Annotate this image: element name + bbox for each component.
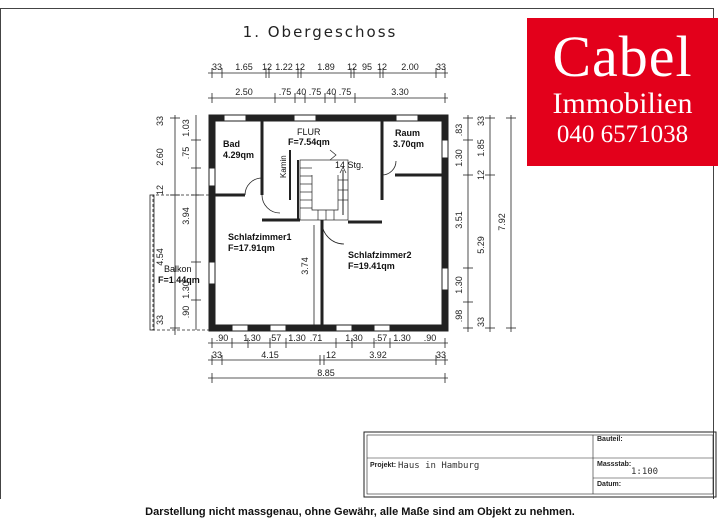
dim-bottom1-5: 1.30 <box>345 333 363 343</box>
dim-right2-1: 1.85 <box>476 139 486 157</box>
dim-right1-4: .98 <box>454 309 464 323</box>
window-bad <box>224 115 246 121</box>
dim-bottom1-1: 1.30 <box>243 333 261 343</box>
dim-bottom-total: 8.85 <box>317 368 335 378</box>
dim-top2-2: .40 <box>293 87 307 97</box>
brand-logo <box>527 18 718 166</box>
dim-bottom1-0: .90 <box>215 333 229 343</box>
dim-top1-0: 33 <box>211 62 223 72</box>
window-left-low <box>209 262 215 284</box>
dim-left-low-0: 1.30 <box>181 281 191 299</box>
dim-inner-mid: 3.74 <box>300 257 310 275</box>
room-labels <box>158 127 424 285</box>
window-raum <box>396 115 418 121</box>
window-flur <box>294 115 316 121</box>
window-bottom-4 <box>374 325 390 331</box>
dim-top1-8: 12 <box>376 62 388 72</box>
logo-name: Cabel <box>552 24 693 89</box>
dim-top1-7: 95 <box>361 62 373 72</box>
dim-right2-2: 12 <box>476 169 486 181</box>
dim-bottom1-4: .71 <box>309 333 323 343</box>
left-dimension-labels <box>155 116 191 325</box>
titleblock-datum-label: Datum: <box>597 481 622 488</box>
dim-right1-2: 3.51 <box>454 211 464 229</box>
dim-bottom2-4: 33 <box>435 350 447 360</box>
dim-right2-3: 5.29 <box>476 236 486 254</box>
dim-right1-0: .83 <box>454 123 464 137</box>
dim-left-outer-2: 12 <box>155 184 165 196</box>
dim-top1-5: 1.89 <box>317 62 335 72</box>
bottom-dimension-labels <box>212 333 446 378</box>
room-bad-name: Bad <box>223 139 241 149</box>
titleblock-massstab-label: Massstab: <box>597 461 632 468</box>
dim-top1-9: 2.00 <box>401 62 419 72</box>
dim-bottom2-1: 4.15 <box>261 350 279 360</box>
dim-bottom1-2: .57 <box>268 333 282 343</box>
right-dimension-lines <box>463 115 516 332</box>
dim-left-outer-0: 33 <box>155 115 165 127</box>
dim-bottom2-2: 12 <box>325 350 337 360</box>
titleblock-projekt-label: Projekt: <box>370 462 397 469</box>
door-schlaf1 <box>262 195 280 213</box>
disclaimer-footer: Darstellung nicht massgenau, ohne Gewähr, alle Maße sind am Objekt zu nehmen. <box>145 506 575 518</box>
window-left-mid <box>209 168 215 186</box>
door-schlaf2 <box>322 222 344 244</box>
dim-top2-6: 3.30 <box>391 87 409 97</box>
top-dimension-lines <box>208 68 448 103</box>
dim-left-low-1: .90 <box>181 305 191 319</box>
logo-subtitle: Immobilien <box>552 87 693 120</box>
room-stairs: 14 Stg. <box>335 160 364 170</box>
room-flur-name: FLUR <box>297 127 321 137</box>
dim-right1-1: 1.30 <box>454 149 464 167</box>
room-balkon-name: Balkon <box>164 264 192 274</box>
room-flur-area: F=7.54qm <box>288 137 330 147</box>
room-balkon-area: F=1.44qm <box>158 275 200 285</box>
dim-left-inner-1: .75 <box>181 146 191 160</box>
right-dimension-labels <box>454 116 507 327</box>
dim-top1-4: 12 <box>294 62 306 72</box>
dim-bottom2-3: 3.92 <box>369 350 387 360</box>
door-bad <box>245 178 262 195</box>
dim-top1-3: 1.22 <box>275 62 293 72</box>
window-bottom-3 <box>336 325 352 331</box>
dim-top1-10: 33 <box>435 62 447 72</box>
room-raum-name: Raum <box>395 128 421 138</box>
dim-bottom1-6: .57 <box>374 333 388 343</box>
dim-top1-6: 12 <box>346 62 358 72</box>
dim-right-total: 7.92 <box>497 213 507 231</box>
titleblock-massstab-value: 1:100 <box>631 467 659 477</box>
dim-top1-2: 12 <box>261 62 273 72</box>
window-right-top <box>442 140 448 158</box>
dim-top2-0: 2.50 <box>235 87 253 97</box>
dim-bottom1-7: 1.30 <box>393 333 411 343</box>
dim-bottom1-3: 1.30 <box>288 333 306 343</box>
dim-top2-1: .75 <box>278 87 292 97</box>
room-schlaf2-area: F=19.41qm <box>348 261 395 271</box>
dim-right1-3: 1.30 <box>454 276 464 294</box>
dim-top2-5: .75 <box>338 87 352 97</box>
dim-bottom2-0: 33 <box>211 350 223 360</box>
dim-right2-0: 33 <box>476 115 486 127</box>
titleblock-projekt-value: Haus in Hamburg <box>398 461 480 471</box>
room-schlaf1-name: Schlafzimmer1 <box>228 232 292 242</box>
top-dimension-labels <box>212 62 446 97</box>
dim-left-inner-0: 1.03 <box>181 119 191 137</box>
dim-left-mid-0: 3.94 <box>181 207 191 225</box>
logo-phone: 040 6571038 <box>556 121 689 148</box>
window-right-low <box>442 268 448 290</box>
dim-top2-4: .40 <box>323 87 337 97</box>
dim-top2-3: .75 <box>308 87 322 97</box>
dim-bottom1-8: .90 <box>423 333 437 343</box>
room-schlaf2-name: Schlafzimmer2 <box>348 250 412 260</box>
plan-title: 1. Obergeschoss <box>242 23 398 41</box>
titleblock-bauteil-label: Bauteil: <box>597 436 623 443</box>
inner-dimension <box>300 225 314 325</box>
window-bottom-2 <box>270 325 286 331</box>
window-bottom-1 <box>232 325 248 331</box>
dim-left-mid-1: 4.54 <box>155 248 165 266</box>
dim-left-low-2: 33 <box>155 314 165 326</box>
room-raum-area: 3.70qm <box>393 139 425 149</box>
dim-top1-1: 1.65 <box>235 62 253 72</box>
dim-right2-4: 33 <box>476 316 486 328</box>
room-schlaf1-area: F=17.91qm <box>228 243 275 253</box>
room-bad-area: 4.29qm <box>223 150 255 160</box>
dim-left-outer-1: 2.60 <box>155 148 165 166</box>
room-kamin: Kamin <box>279 155 288 178</box>
door-raum <box>382 161 396 175</box>
